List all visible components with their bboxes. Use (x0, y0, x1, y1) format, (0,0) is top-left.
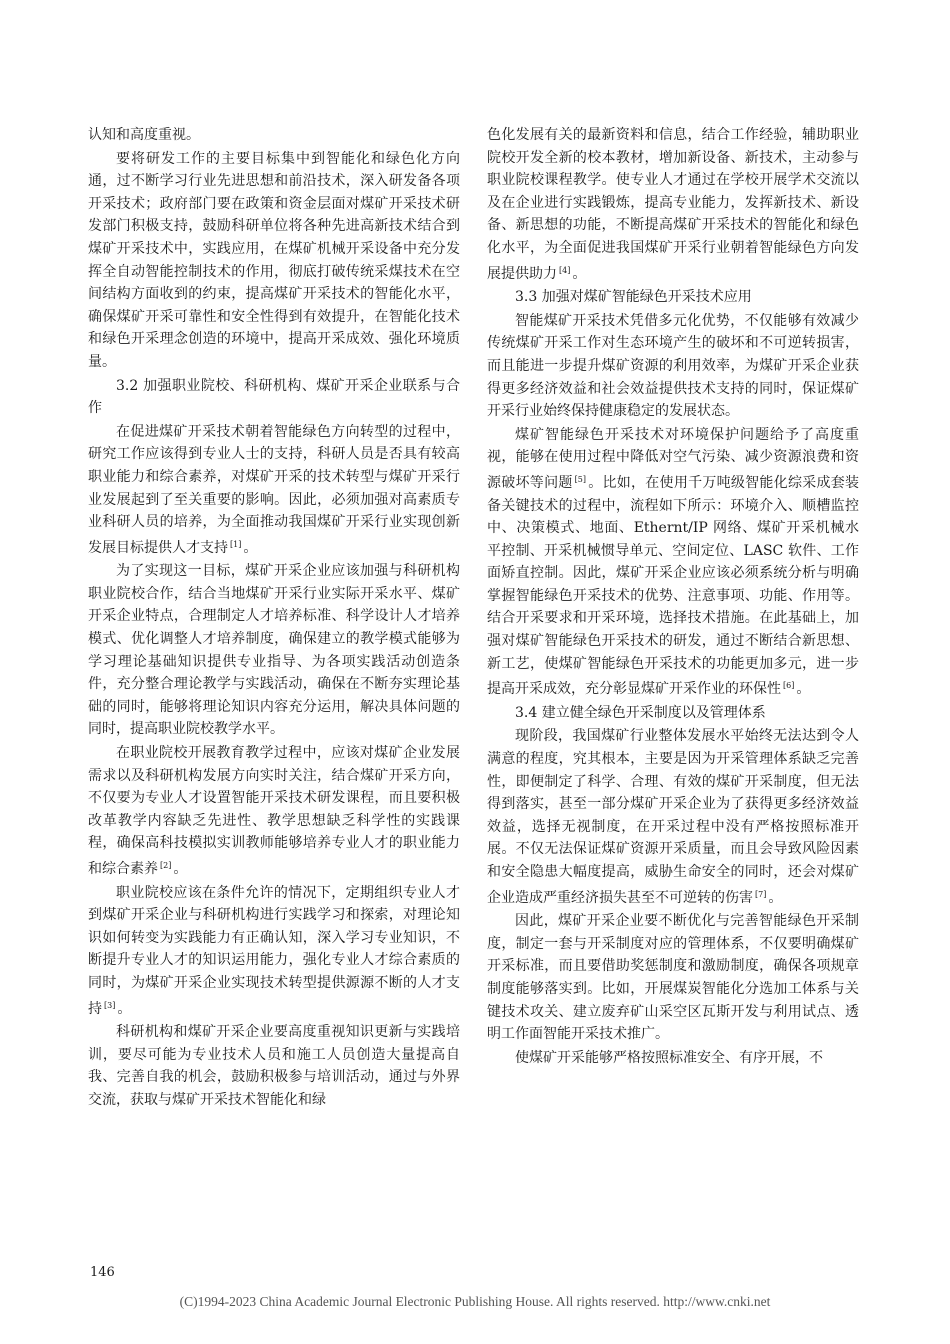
paragraph (487, 424, 859, 701)
citation-ref[interactable]: [6] (783, 681, 795, 691)
paragraph-text: 。 (572, 265, 587, 282)
paragraph: 科研机构和煤矿开采企业要高度重视知识更新与实践培训，要尽可能为专业技术人员和施工人员创造大量提高自我、完善自我的机会，鼓励积极参与培训活动，通过与外界交流，获取与煤矿开采技术智能化和绿 (88, 1024, 460, 1108)
paragraph: 因此，煤矿开采企业要不断优化与完善智能绿色开采制度，制定一套与开采制度对应的管理体系，不仅要明确煤矿开采标准，而且要借助奖惩制度和激励制度，确保各项规章制度能够落实到。比如，开展煤炭智能化分选加工体系与关键技术攻关、建立废弃矿山采空区瓦斯开发与利用试点、透明工作面智能开采技术推广。 (487, 913, 859, 1043)
citation-ref[interactable]: [7] (755, 889, 767, 899)
paragraph: 智能煤矿开采技术凭借多元化优势，不仅能够有效减少传统煤矿开采工作对生态环境产生的破坏和不可逆转损害，而且能进一步提升煤矿资源的利用效率，为煤矿开采企业获得更多经济效益和社会效益提供技术支持的同时，保证煤矿开采行业始终保持健康稳定的发展状态。 (487, 312, 859, 420)
paragraph: 为了实现这一目标，煤矿开采企业应该加强与科研机构职业院校合作，结合当地煤矿开采行业实际开采水平、煤矿开采企业特点，合理制定人才培养标准、科学设计人才培养模式、优化调整人才培养制度，确保建立的教学模式能够为学习理论基础知识提供专业指导、为各项实践活动创造条件，充分整合理论教学与实践活动，确保在不断夯实理论基础的同时，能够将理论知识内容充分运用，解决具体问题的同时，提高职业院校教学水平。 (88, 563, 460, 738)
paragraph-text: 色化发展有关的最新资料和信息，结合工作经验，辅助职业院校开发全新的校本教材，增加新设备、新技术，主动参与职业院校课程教学。使专业人才通过在学校开展学术交流以及在企业进行实践锻炼，提高专业能力，发挥新技术、新设备、新思想的功能，不断提高煤矿开采技术的智能化和绿色化水平，为全面促进我国煤矿开采行业朝着智能绿色方向发展提供助力 (487, 127, 859, 282)
copyright-footer: (C)1994-2023 China Academic Journal Electronic Publishing House. All rights reserved. http://www.cnki.net (179, 1294, 771, 1309)
paragraph: 要将研发工作的主要目标集中到智能化和绿色化方向通，过不断学习行业先进思想和前沿技术，深入研发备各项开采技术；政府部门要在政策和资金层面对煤矿开采技术研发部门积极支持，鼓励科研单位将各种先进高新技术结合到煤矿开采技术中，实践应用，在煤矿机械开采设备中充分发挥全自动智能控制技术的作用，彻底打破传统采煤技术在空间结构方面收到的约束，提高煤矿开采技术的智能化水平，确保煤矿开采可靠性和安全性得到有效提升，在智能化技术和绿色开采理念创造的环境中，提高开采成效、强化环境质量。 (88, 150, 460, 370)
paragraph-text: 。 (117, 1000, 132, 1017)
paragraph: 使煤矿开采能够严格按照标准安全、有序开展，不 (515, 1049, 823, 1066)
paragraph (88, 742, 460, 881)
paragraph (487, 124, 859, 285)
citation-ref[interactable]: [3] (104, 1000, 116, 1010)
paragraph-text: 。 (796, 681, 811, 698)
section-heading-3-3: 3.3 加强对煤矿智能绿色开采技术应用 (515, 289, 752, 306)
paragraph (88, 882, 460, 1021)
paragraph-text: 在促进煤矿开采技术朝着智能绿色方向转型的过程中，研究工作应该得到专业人士的支持，科研人员是否具有较高职业能力和综合素养，对煤矿开采的技术转型与煤矿开采行业发展起到了至关重要的影响。因此，必须加强对高素质专业科研人员的培养，为全面推动我国煤矿开采行业实现创新发展目标提供人才支持 (88, 423, 460, 556)
citation-ref[interactable]: [5] (574, 474, 586, 484)
paragraph-text: 现阶段，我国煤矿行业整体发展水平始终无法达到令人满意的程度，究其根本，主要是因为开采管理体系缺乏完善性，即便制定了科学、合理、有效的煤矿开采制度，但无法得到落实，甚至一部分煤矿开采企业为了获得更多经济效益效益，选择无视制度，在开采过程中没有严格按照标准开展。不仅无法保证煤矿资源开采质量，而且会导致风险因素和安全隐患大幅度提高，威胁生命安全的同时，还会对煤矿企业造成严重经济损失甚至不可逆转的伤害 (487, 728, 859, 906)
section-heading-3-4: 3.4 建立健全绿色开采制度以及管理体系 (515, 704, 766, 721)
paragraph-text: 煤矿智能绿色开采技术对环境保护问题给予了高度重视，能够在使用过程中降低对空气污染、减少资源浪费和资源破坏等问题 (487, 426, 859, 491)
left-column (88, 124, 460, 1112)
paragraph-text: 。 (173, 861, 188, 877)
citation-ref[interactable]: [4] (559, 265, 571, 275)
citation-ref[interactable]: [1] (230, 539, 242, 549)
paragraph-text: 。 (243, 539, 258, 556)
citation-ref[interactable]: [2] (160, 861, 172, 870)
paragraph-text: 职业院校应该在条件允许的情况下，定期组织专业人才到煤矿开采企业与科研机构进行实践学习和探索，对理论知识如何转变为实践能力有正确认知，深入学习专业知识，不断提升专业人才的知识运用能力，强化专业人才综合素质的同时，为煤矿开采企业实现技术转型提供源源不断的人才支持 (88, 884, 460, 1017)
section-heading-3-2: 3.2 加强职业院校、科研机构、煤矿开采企业联系与合作 (88, 377, 460, 417)
right-column (487, 124, 859, 1069)
paragraph-text: 。比如，在使用千万吨级智能化综采成套装备关键技术的过程中，流程如下所示：环境介入、顺槽监控中、决策模式、地面、Ethernt/IP 网络、煤矿开采机械水平控制、开采机械惯导单元、空间定位、LASC 软件、工作面矫直控制。因此，煤矿开采企业应该必须系统分析与明确掌握智能绿色开采技术的优势、注意事项、功能、作用等。结合开采要求和开采环境，选择技术措施。在此基础上，加强对煤矿智能绿色开采技术的研发，通过不断结合新思想、新工艺，使煤矿智能绿色开采技术的功能更加多元，进一步提高开采成效，充分彰显煤矿开采作业的环保性 (487, 474, 860, 698)
paragraph (487, 725, 859, 909)
paragraph-text: 。 (768, 889, 783, 906)
paragraph-text: 在职业院校开展教育教学过程中，应该对煤矿企业发展需求以及科研机构发展方向实时关注，结合煤矿开采方向，不仅要为专业人才设置智能开采技术研发课程，而且要积极改革教学内容缺乏先进性、教学思想缺乏科学性的实践课程，确保高科技模拟实训教师能够培养专业人才的职业能力和综合素养 (88, 745, 460, 877)
paragraph (88, 421, 460, 560)
page-number: 146 (90, 1265, 115, 1280)
paragraph: 认知和高度重视。 (88, 127, 200, 143)
